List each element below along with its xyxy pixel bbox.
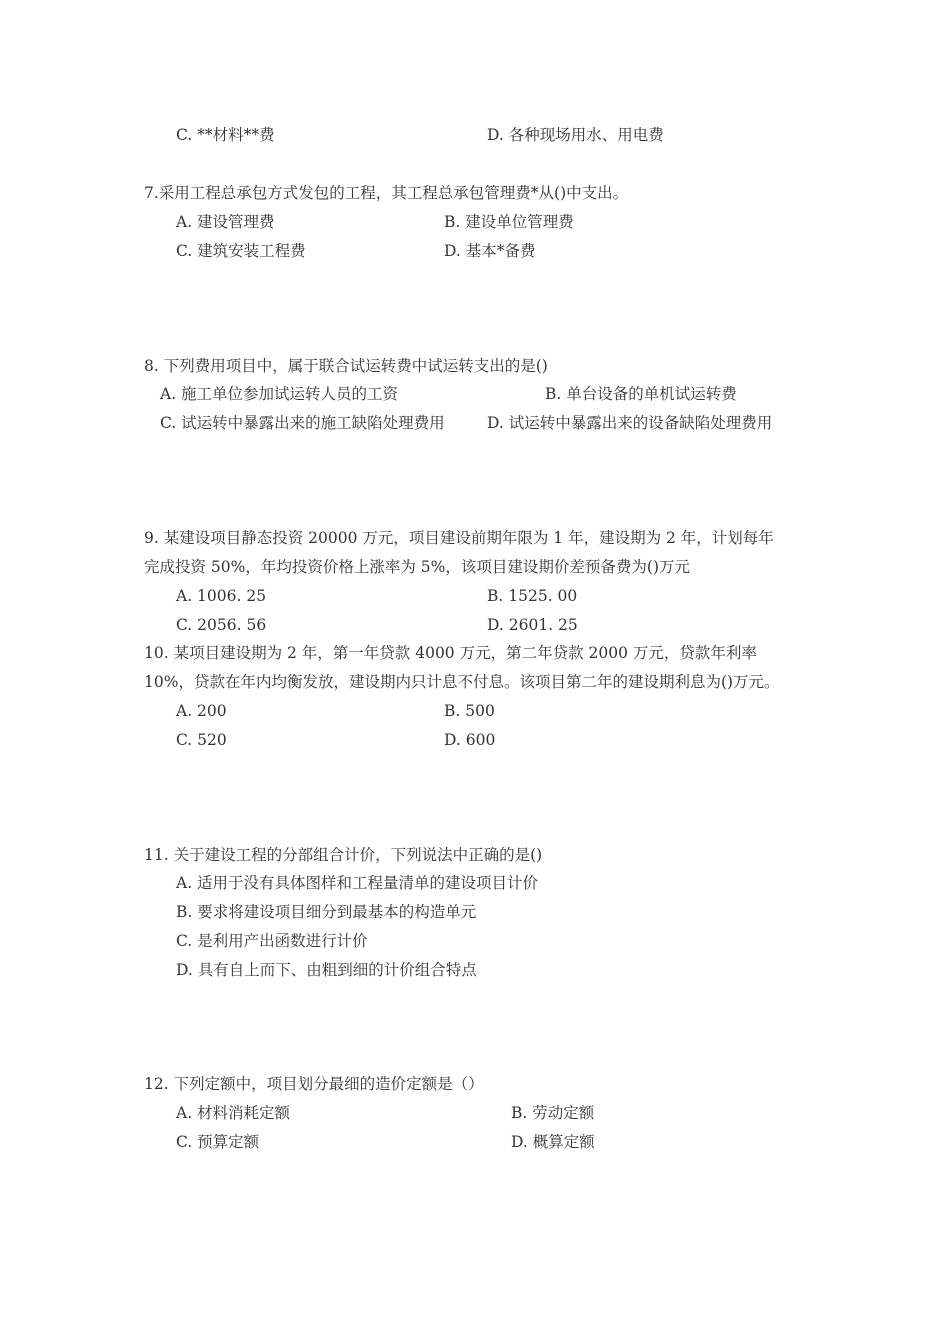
q12-option-c: C. 预算定额 <box>176 1133 260 1151</box>
q9-option-b: B. 1525. 00 <box>487 587 578 605</box>
q7-stem: 7.采用工程总承包方式发包的工程，其工程总承包管理费*从()中支出。 <box>144 184 629 202</box>
q9-option-a: A. 1006. 25 <box>176 587 267 605</box>
q10-option-d: D. 600 <box>444 731 496 749</box>
q11-option-b: B. 要求将建设项目细分到最基本的构造单元 <box>176 903 477 921</box>
q8-option-a: A. 施工单位参加试运转人员的工资 <box>160 385 399 403</box>
q9-option-d: D. 2601. 25 <box>487 616 578 634</box>
q7-option-d: D. 基本*备费 <box>444 242 536 260</box>
q6-option-d: D. 各种现场用水、用电费 <box>487 126 664 144</box>
q6-option-c: C. **材料**费 <box>176 126 275 144</box>
q11-option-d: D. 具有自上而下、由粗到细的计价组合特点 <box>176 961 477 979</box>
q10-stem-line1: 10. 某项目建设期为 2 年，第一年贷款 4000 万元，第二年贷款 2000 万元，贷款年利率 <box>144 644 757 662</box>
q9-stem-line2: 完成投资 50%，年均投资价格上涨率为 5%，该项目建设期价差预备费为()万元 <box>144 558 690 576</box>
q10-option-a: A. 200 <box>176 702 227 720</box>
q9-option-c: C. 2056. 56 <box>176 616 267 634</box>
q8-option-d: D. 试运转中暴露出来的设备缺陷处理费用 <box>487 414 773 432</box>
q10-stem-line2: 10%，贷款在年内均衡发放，建设期内只计息不付息。该项目第二年的建设期利息为()万元。 <box>144 673 780 691</box>
q9-stem-line1: 9. 某建设项目静态投资 20000 万元，项目建设前期年限为 1 年，建设期为 2 年，计划每年 <box>144 529 774 547</box>
q8-option-b: B. 单台设备的单机试运转费 <box>545 385 737 403</box>
q11-stem: 11. 关于建设工程的分部组合计价，下列说法中正确的是() <box>144 846 543 864</box>
q7-option-a: A. 建设管理费 <box>176 213 275 231</box>
q7-option-b: B. 建设单位管理费 <box>444 213 574 231</box>
q12-stem: 12. 下列定额中，项目划分最细的造价定额是（） <box>144 1075 484 1093</box>
q11-option-c: C. 是利用产出函数进行计价 <box>176 932 368 950</box>
q7-option-c: C. 建筑安装工程费 <box>176 242 306 260</box>
q12-option-b: B. 劳动定额 <box>511 1104 595 1122</box>
q10-option-c: C. 520 <box>176 731 227 749</box>
q11-option-a: A. 适用于没有具体图样和工程量清单的建设项目计价 <box>176 874 539 892</box>
q8-stem: 8. 下列费用项目中，属于联合试运转费中试运转支出的是() <box>144 357 548 375</box>
q10-option-b: B. 500 <box>444 702 495 720</box>
q12-option-d: D. 概算定额 <box>511 1133 595 1151</box>
q12-option-a: A. 材料消耗定额 <box>176 1104 291 1122</box>
q8-option-c: C. 试运转中暴露出来的施工缺陷处理费用 <box>160 414 445 432</box>
